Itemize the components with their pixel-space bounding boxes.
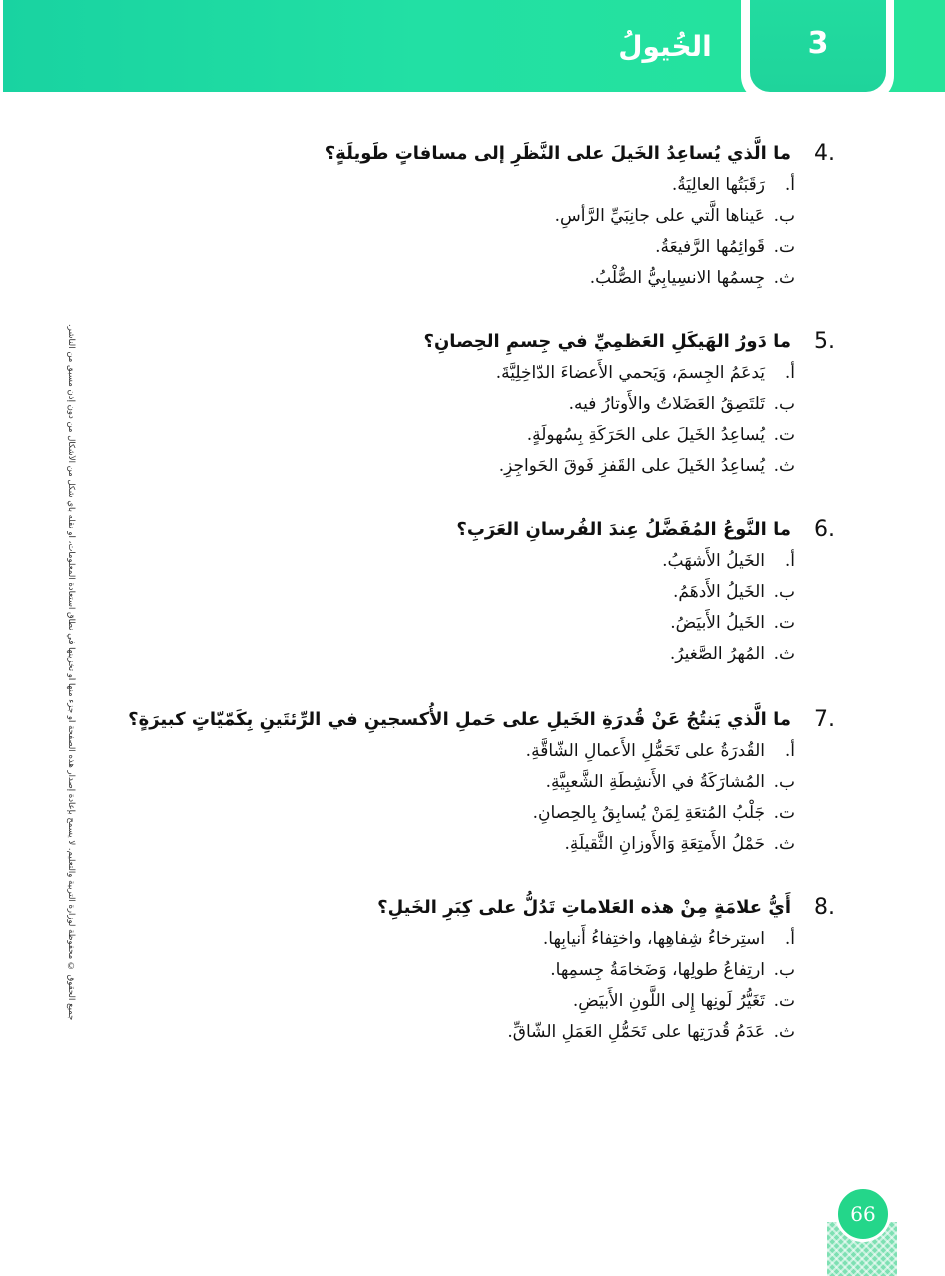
option-letter: ت. [773, 991, 795, 1011]
options-list [135, 358, 835, 482]
copyright-notice: جميع الحقوق © محفوظة لوزارة التربية والتعليم. لا يسمح بإعادة إصدار هذه الصفحة أو جزء منها أو تخزينها في نطاق استعادة المعلومات، أو نقله بأي شكل من الأشكال من دون إذن مسبق من الناشر. [66, 323, 76, 1020]
question-header [135, 326, 835, 358]
option-text: المُشارَكَةُ في الأَنشِطَةِ الشَّعبِيَّةِ. [545, 772, 765, 792]
question-number: 4. [814, 141, 835, 166]
option-a[interactable] [135, 358, 835, 389]
option-text: المُهرُ الصَّغيرُ. [669, 644, 765, 664]
option-c[interactable] [135, 420, 835, 451]
option-d[interactable] [135, 1017, 835, 1048]
option-d[interactable] [135, 263, 835, 294]
option-b[interactable] [135, 577, 835, 608]
question-text: ما الَّذي يُساعِدُ الخَيلَ على النَّظَرِ إلى مسافاتٍ طَويلَةٍ؟ [324, 143, 791, 164]
option-text: الخَيلُ الأَشهَبُ. [662, 551, 765, 571]
option-text: جِسمُها الانسِيابِيُّ الصُّلْبُ. [589, 268, 765, 288]
option-text: الخَيلُ الأَدهَمُ. [673, 582, 765, 602]
option-text: قَوائِمُها الرَّفيعَةُ. [655, 237, 765, 257]
option-letter: ت. [773, 425, 795, 445]
option-text: جَلْبُ المُتعَةِ لِمَنْ يُسابِقُ بِالحِصانِ. [532, 803, 765, 823]
question-header [135, 892, 835, 924]
option-d[interactable] [135, 451, 835, 482]
option-letter: أ. [784, 175, 795, 195]
option-text: يُساعِدُ الخَيلَ على الحَرَكَةِ بِسُهولَةٍ. [526, 425, 765, 445]
option-letter: ب. [773, 206, 795, 226]
question-number: 7. [814, 707, 835, 732]
option-letter: ب. [773, 960, 795, 980]
option-letter: ب. [773, 772, 795, 792]
question-7 [128, 704, 835, 860]
question-6 [135, 514, 835, 670]
option-c[interactable] [135, 232, 835, 263]
option-c[interactable] [135, 986, 835, 1017]
option-text: استِرخاءُ شِفاهِها، واختِفاءُ أَنيابِها. [542, 929, 765, 949]
option-letter: ث. [773, 456, 795, 476]
option-letter: ت. [773, 613, 795, 633]
option-text: ارتِفاعُ طولِها، وَضَخامَةُ جِسمِها. [550, 960, 765, 980]
options-list [135, 170, 835, 294]
option-letter: أ. [784, 929, 795, 949]
question-text: ما دَورُ الهَيكَلِ العَظمِيِّ في جِسمِ الحِصانِ؟ [423, 331, 791, 352]
chapter-title: الخُيولُ [618, 30, 712, 63]
question-header [135, 138, 835, 170]
question-header [128, 704, 835, 736]
option-c[interactable] [135, 798, 835, 829]
question-5 [135, 326, 835, 482]
option-a[interactable] [135, 170, 835, 201]
question-header [135, 514, 835, 546]
option-letter: ث. [773, 1022, 795, 1042]
option-b[interactable] [135, 955, 835, 986]
option-text: القُدرَةُ على تَحَمُّلِ الأَعمالِ الشّاقَّةِ. [525, 741, 765, 761]
question-text: أَيُّ علامَةٍ مِنْ هذه العَلاماتِ تَدُلُّ على كِبَرِ الخَيلِ؟ [377, 897, 791, 918]
options-list [135, 924, 835, 1048]
option-text: عَيناها الَّتي على جانِبَيِّ الرَّأسِ. [554, 206, 765, 226]
option-text: تَغَيُّرُ لَونِها إِلى اللَّونِ الأَبيَضِ. [572, 991, 765, 1011]
options-list [135, 736, 835, 860]
option-b[interactable] [135, 389, 835, 420]
option-letter: أ. [784, 741, 795, 761]
page-number: 66 [850, 1202, 876, 1226]
option-letter: ث. [773, 834, 795, 854]
option-text: الخَيلُ الأَبيَضُ. [670, 613, 765, 633]
question-text: ما الَّذي يَنتُجُ عَنْ قُدرَةِ الخَيلِ على حَملِ الأُكسجينِ في الرِّئتَينِ بِكَمّيّاتٍ كبيرَةٍ؟ [128, 709, 791, 730]
option-c[interactable] [135, 608, 835, 639]
option-letter: ث. [773, 268, 795, 288]
option-a[interactable] [135, 546, 835, 577]
question-number: 6. [814, 517, 835, 542]
question-number: 8. [814, 895, 835, 920]
option-letter: ت. [773, 803, 795, 823]
option-text: حَمْلُ الأَمتِعَةِ وَالأَوزانِ الثَّقيلَةِ. [564, 834, 765, 854]
option-text: تَلتَصِقُ العَضَلاتُ والأَوتارُ فيه. [568, 394, 765, 414]
question-text: ما النَّوعُ المُفَضَّلُ عِندَ الفُرسانِ العَرَبِ؟ [456, 519, 791, 540]
question-8 [135, 892, 835, 1048]
option-text: يُساعِدُ الخَيلَ على القَفزِ فَوقَ الحَواجِزِ. [498, 456, 765, 476]
option-b[interactable] [135, 201, 835, 232]
option-text: عَدَمُ قُدرَتِها على تَحَمُّلِ العَمَلِ الشّاقِّ. [507, 1022, 765, 1042]
option-text: رَقَبَتُها العالِيَةُ. [671, 175, 765, 195]
option-letter: أ. [784, 363, 795, 383]
option-letter: ب. [773, 582, 795, 602]
option-a[interactable] [135, 924, 835, 955]
option-text: يَدعَمُ الجِسمَ، وَيَحمي الأَعضاءَ الدّاخِلِيَّةَ. [495, 363, 765, 383]
option-letter: ت. [773, 237, 795, 257]
options-list [135, 546, 835, 670]
unit-number: 3 [807, 26, 829, 61]
option-b[interactable] [135, 767, 835, 798]
option-letter: أ. [784, 551, 795, 571]
option-letter: ب. [773, 394, 795, 414]
question-number: 5. [814, 329, 835, 354]
option-d[interactable] [135, 829, 835, 860]
option-a[interactable] [135, 736, 835, 767]
option-d[interactable] [135, 639, 835, 670]
question-4 [135, 138, 835, 294]
option-letter: ث. [773, 644, 795, 664]
